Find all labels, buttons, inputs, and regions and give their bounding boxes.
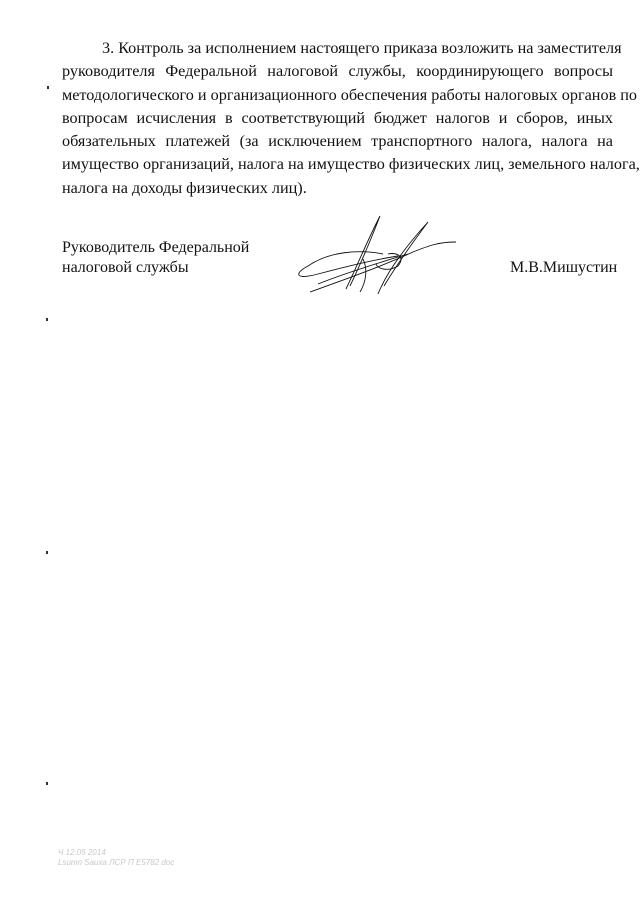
scan-mark	[46, 782, 48, 785]
paragraph-line: налога на доходы физических лиц).	[62, 178, 307, 197]
paragraph-3	[62, 37, 640, 200]
signatory-title	[62, 238, 249, 278]
paragraph-line: имущество организаций, налога на имущество физических лиц, земельного налога,	[62, 155, 640, 174]
footer-line2: Lsumn Sauxa ЛСР П Е5782 doc	[58, 858, 175, 867]
signatory-name: М.В.Мишустин	[510, 259, 618, 276]
paragraph-line: методологического и организационного обеспечения работы налоговых органов по	[62, 85, 638, 104]
footer-line1: Ч 12.05 2014	[58, 848, 106, 857]
document-footer	[58, 848, 174, 868]
paragraph-line: руководителя Федеральной налоговой службы, координирующего вопросы	[62, 62, 613, 81]
paragraph-line: вопросам исчисления в соответствующий бюджет налогов и сборов, иных	[62, 108, 613, 127]
signatory-title-line2: налоговой службы	[62, 259, 189, 276]
paragraph-line: обязательных платежей (за исключением транспортного налога, налога на	[62, 132, 613, 151]
scan-mark	[46, 551, 48, 554]
signatory-title-line1: Руководитель Федеральной	[62, 239, 250, 256]
scan-mark	[46, 318, 48, 321]
scan-mark	[47, 86, 49, 89]
signature-icon	[288, 214, 458, 298]
paragraph-line: 3. Контроль за исполнением настоящего приказа возложить на заместителя	[102, 39, 622, 57]
